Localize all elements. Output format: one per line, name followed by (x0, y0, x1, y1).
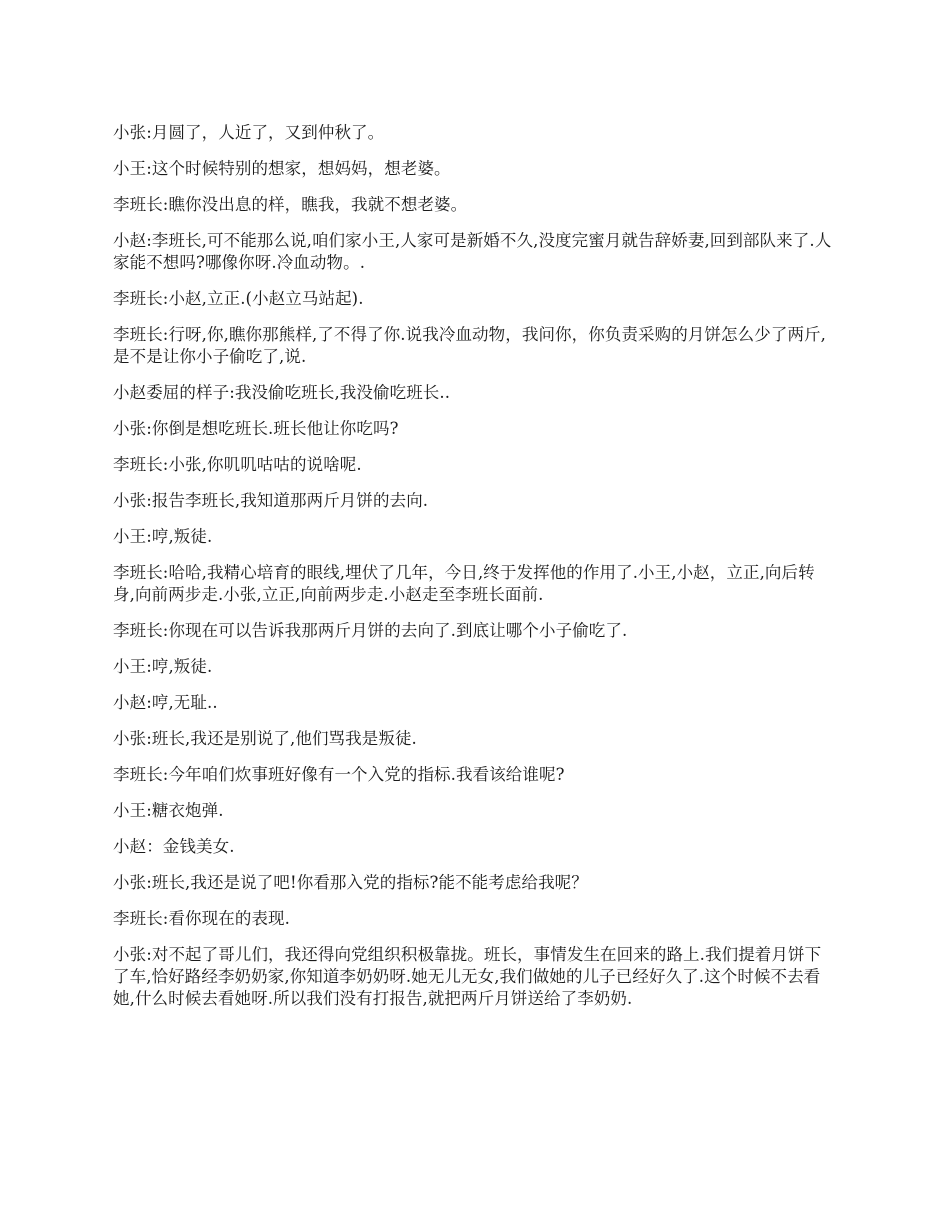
dialogue-line-16: 小张:班长,我还是别说了,他们骂我是叛徒. (113, 729, 417, 748)
dialogue-line-10: 小张:报告李班长,我知道那两斤月饼的去向. (113, 491, 429, 510)
dialogue-line-4: 小赵:李班长,可不能那么说,咱们家小王,人家可是新婚不久,没度完蜜月就告辞娇妻,回到部队来了.人家能不想吗?哪像你呀.冷血动物。. (113, 231, 832, 272)
dialogue-line-11: 小王:哼,叛徒. (113, 527, 213, 546)
dialogue-line-9: 李班长:小张,你叽叽咕咕的说啥呢. (113, 455, 362, 474)
dialogue-line-6: 李班长:行呀,你,瞧你那熊样,了不得了你.说我冷血动物，我问你，你负责采购的月饼怎么少了两斤,是不是让你小子偷吃了,说. (113, 325, 826, 366)
dialogue-line-5: 李班长:小赵,立正.(小赵立马站起). (113, 289, 364, 308)
dialogue-line-17: 李班长:今年咱们炊事班好像有一个入党的指标.我看该给谁呢? (113, 765, 565, 784)
dialogue-body (113, 122, 833, 1024)
dialogue-line-15: 小赵:哼,无耻.. (113, 693, 218, 712)
dialogue-line-18: 小王:糖衣炮弹. (113, 801, 224, 820)
dialogue-line-14: 小王:哼,叛徒. (113, 657, 213, 676)
dialogue-line-19: 小赵：金钱美女. (113, 837, 235, 856)
dialogue-line-13: 李班长:你现在可以告诉我那两斤月饼的去向了.到底让哪个小子偷吃了. (113, 621, 628, 640)
dialogue-line-3: 李班长:瞧你没出息的样，瞧我，我就不想老婆。 (113, 195, 468, 214)
dialogue-line-22: 小张:对不起了哥儿们，我还得向党组织积极靠拢。班长，事情发生在回来的路上.我们提着月饼下了车,恰好路经李奶奶家,你知道李奶奶呀.她无儿无女,我们做她的儿子已经好久了.这个时候不去看她,什么时候去看她呀.所以我们没有打报告,就把两斤月饼送给了李奶奶. (113, 945, 822, 1008)
dialogue-line-7: 小赵委屈的样子:我没偷吃班长,我没偷吃班长.. (113, 383, 451, 402)
dialogue-line-8: 小张:你倒是想吃班长.班长他让你吃吗? (113, 419, 399, 438)
dialogue-line-20: 小张:班长,我还是说了吧!你看那入党的指标?能不能考虑给我呢？ (113, 873, 588, 892)
dialogue-line-12: 李班长:哈哈,我精心培育的眼线,埋伏了几年，今日,终于发挥他的作用了.小王,小赵，立正,向后转身,向前两步走.小张,立正,向前两步走.小赵走至李班长面前. (113, 563, 815, 604)
dialogue-line-2: 小王:这个时候特别的想家，想妈妈，想老婆。 (113, 159, 451, 178)
dialogue-line-1: 小张:月圆了，人近了，又到仲秋了。 (113, 123, 385, 142)
dialogue-line-21: 李班长:看你现在的表现. (113, 909, 291, 928)
